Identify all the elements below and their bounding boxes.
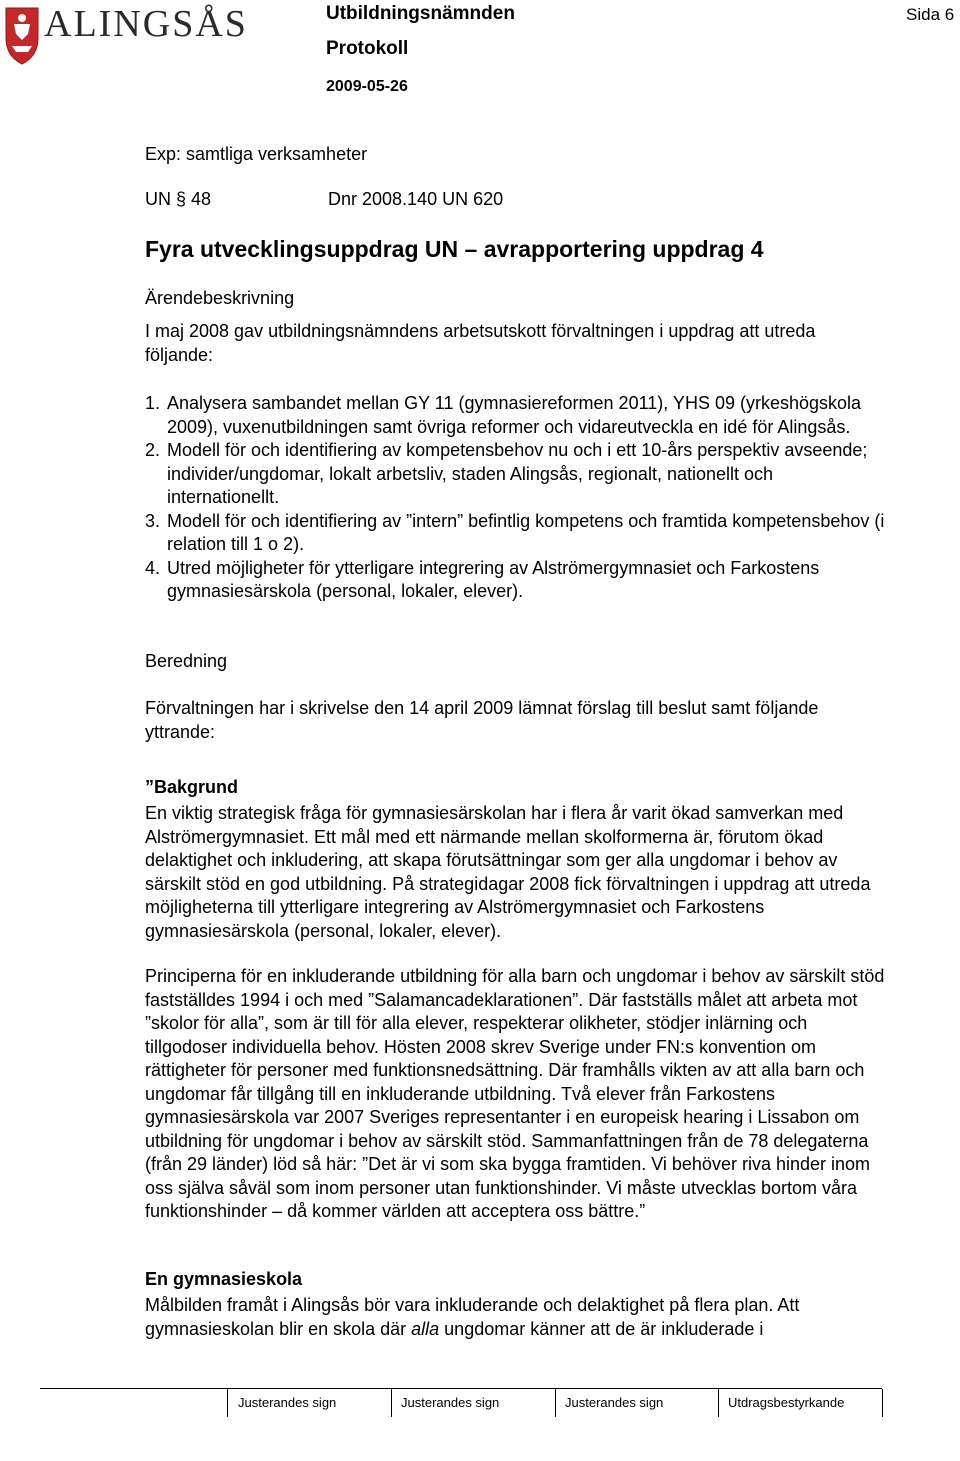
beredning-text: Förvaltningen har i skrivelse den 14 april 2009 lämnat förslag till beslut samt följande yttrande:	[145, 698, 819, 742]
list-item-text: Utred möjligheter för ytterligare integrering av Alströmergymnasiet och Farkostens gymnasiesärskola (personal, lokaler, elever).	[167, 557, 820, 601]
list-item	[145, 510, 885, 557]
signature-field-3: Justerandes sign	[565, 1395, 664, 1410]
section-heading-beredning: Beredning	[145, 651, 228, 671]
header-document-type: Protokoll	[326, 38, 409, 59]
footer-cell-divider	[882, 1389, 883, 1417]
list-item-number: 3.	[145, 510, 161, 531]
coat-of-arms-icon	[2, 4, 42, 66]
assignment-list	[145, 392, 885, 604]
gymnasieskola-text-start: Målbilden framåt i Alingsås bör vara inkluderande och delaktighet på flera plan. Att gymnasieskolan blir en skola där	[145, 1295, 800, 1339]
signature-field-2: Justerandes sign	[401, 1395, 500, 1410]
gymnasieskola-text	[145, 1294, 885, 1341]
list-item-text: Modell för och identifiering av kompetensbehov nu och i ett 10-års perspektiv avseende; individer/ungdomar, lokalt arbetsliv, staden Alingsås, regionalt, nationellt och internationellt.	[167, 440, 868, 507]
footer-cell-divider	[391, 1389, 392, 1417]
list-item	[145, 557, 885, 604]
header-organization: Utbildningsnämnden	[326, 3, 515, 24]
list-item-number: 4.	[145, 557, 161, 578]
logo-wordmark: ALINGSÅS	[44, 3, 248, 45]
section-heading-gymnasieskola: En gymnasieskola	[145, 1269, 303, 1289]
footer-divider	[40, 1388, 882, 1389]
list-item-text: Modell för och identifiering av ”intern” befintlig kompetens och framtida kompetensbehov (i relation till 1 o 2).	[167, 510, 885, 554]
footer-cell-divider	[227, 1389, 228, 1417]
page-number: Sida 6	[906, 5, 955, 24]
header-date: 2009-05-26	[326, 78, 408, 95]
footer-cell-divider	[555, 1389, 556, 1417]
list-item-number: 1.	[145, 393, 161, 413]
list-item	[145, 439, 885, 510]
distribution-line: Exp: samtliga verksamheter	[145, 144, 368, 164]
list-item-text: Analysera sambandet mellan GY 11 (gymnasiereformen 2011), YHS 09 (yrkeshögskola 2009), vuxenutbildningen samt övriga reformer och vidareutveckla en idé för Alingsås.	[167, 393, 862, 437]
section-heading-arende: Ärendebeskrivning	[145, 288, 295, 308]
gymnasieskola-text-emphasis: alla	[411, 1318, 440, 1339]
list-item	[145, 392, 885, 439]
signature-field-1: Justerandes sign	[238, 1395, 337, 1410]
section-heading-bakgrund: ”Bakgrund	[145, 777, 239, 797]
footer-cell-divider	[718, 1389, 719, 1417]
gymnasieskola-text-end: ungdomar känner att de är inkluderade i	[439, 1318, 764, 1339]
case-number: Dnr 2008.140 UN 620	[328, 189, 504, 209]
certification-field: Utdragsbestyrkande	[728, 1395, 845, 1410]
alingsas-logo	[2, 4, 264, 66]
arende-intro: I maj 2008 gav utbildningsnämndens arbetsutskott förvaltningen i uppdrag att utreda följande:	[145, 321, 816, 365]
page-title: Fyra utvecklingsuppdrag UN – avrapportering uppdrag 4	[145, 236, 764, 262]
bakgrund-paragraph-1: En viktig strategisk fråga för gymnasiesärskolan har i flera år varit ökad samverkan med Alströmergymnasiet. Ett mål med ett närmande mellan skolformerna är, förutom ökad delaktighet och inkludering, att skapa förutsättningar som ger alla ungdomar i behov av särskilt stöd en god utbildning. På strategidagar 2008 fick förvaltningen i uppdrag att utreda möjligheterna till ytterligare integrering av Alströmergymnasiet och Farkostens gymnasiesärskola (personal, lokaler, elever).	[145, 803, 871, 941]
list-item-number: 2.	[145, 440, 161, 460]
bakgrund-paragraph-2: Principerna för en inkluderande utbildning för alla barn och ungdomar i behov av särskilt stöd fastställdes 1994 i och med ”Salamancadeklarationen”. Där fastställs målet att arbeta mot ”skolor för alla”, som är till för alla elever, respekterar olikheter, stödjer inlärning och tillgodoser individuella behov. Hösten 2008 skrev Sverige under FN:s konvention om rättigheter för personer med funktionsnedsättning. Där framhålls vikten av att alla barn och ungdomar får tillgång till en inkluderande utbildning. Två elever från Farkostens gymnasiesärskola var 2007 Sveriges representanter i en europeisk hearing i Lissabon om utbildning för ungdomar i behov av särskilt stöd. Sammanfattningen från de 78 delegaterna (från 29 länder) löd så här: ”Det är vi som ska bygga framtiden. Vi behöver riva hinder inom oss själva såväl som inom personer utan funktionshinder. Vi måste utvecklas bortom våra funktionshinder – då kommer världen att acceptera oss bättre.”	[145, 966, 885, 1221]
paragraph-reference: UN § 48	[145, 189, 212, 209]
